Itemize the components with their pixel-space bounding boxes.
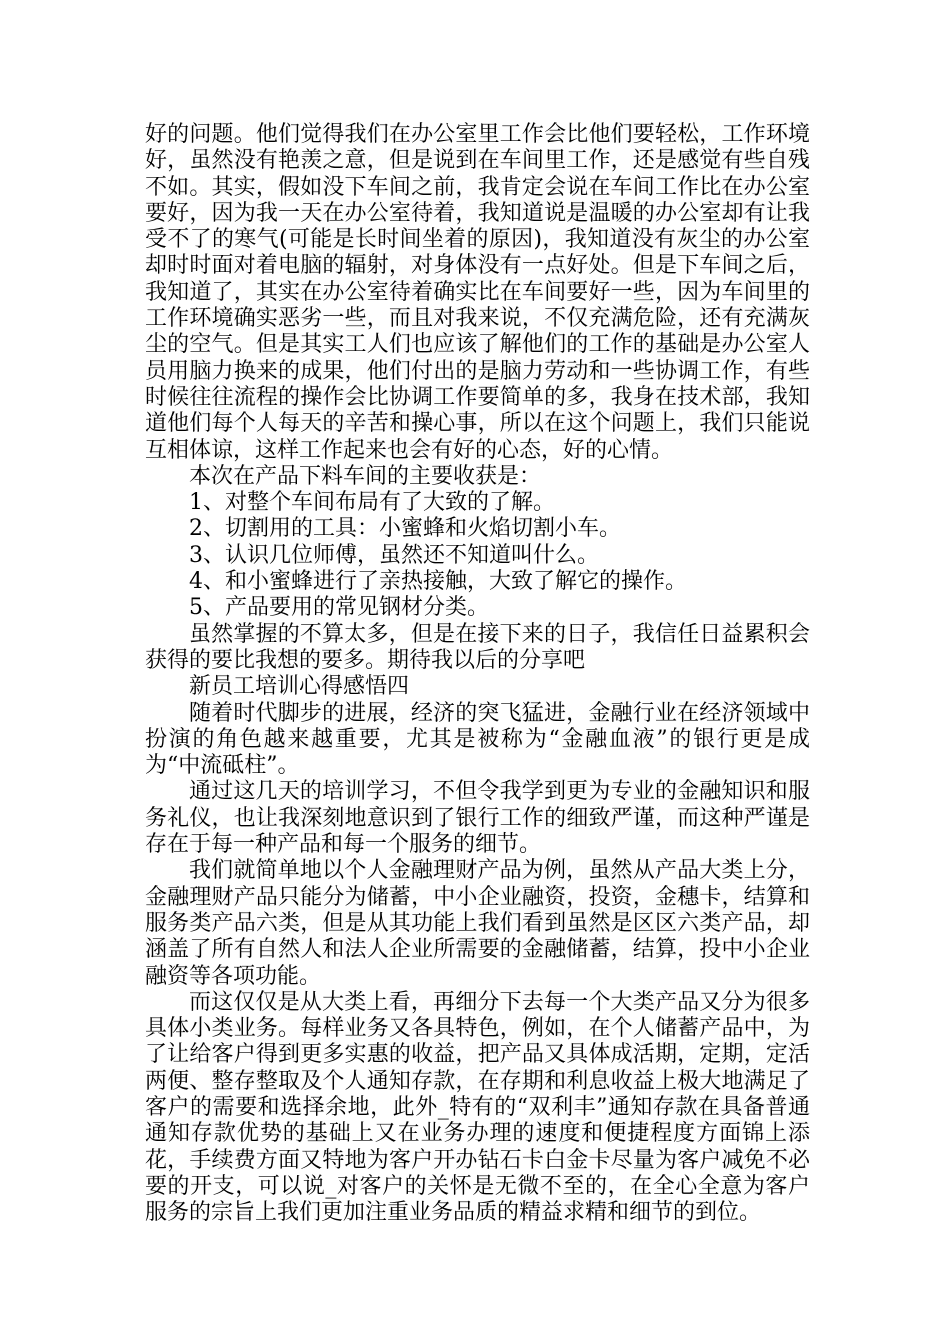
paragraph-details: 而这仅仅是从大类上看，再细分下去每一个大类产品又分为很多具体小类业务。每样业务又各具特色，例如，在个人储蓄产品中，为了让给客户得到更多实惠的收益，把产品又具体成活期，定期，定活两便、整存整取及个人通知存款，在存期和利息收益上极大地满足了客户的需要和选择余地，此外_特有的“双利丰”通知存款在具备普通通知存款优势的基础上又在业务办理的速度和便捷程度方面锦上添花，手续费方面又特地为客户开办钻石卡白金卡尽量为客户减免不必要的开支，可以说_对客户的关怀是无微不至的，在全心全意为客户服务的宗旨上我们更加注重业务品质的精益求精和细节的到位。 <box>145 989 810 1226</box>
list-item-4: 4、和小蜜蜂进行了亲热接触，大致了解它的操作。 <box>189 569 687 595</box>
paragraph-harvest-intro: 本次在产品下料车间的主要收获是： <box>189 463 542 489</box>
list-item-5: 5、产品要用的常见钢材分类。 <box>189 595 489 621</box>
section-heading: 新员工培训心得感悟四 <box>189 674 410 700</box>
paragraph-continued: 好的问题。他们觉得我们在办公室里工作会比他们要轻松，工作环境好，虽然没有艳羡之意，但是说到在车间里工作，还是感觉有些自残不如。其实，假如没下车间之前，我肯定会说在车间工作比在办公室要好，因为我一天在办公室待着，我知道说是温暖的办公室却有让我受不了的寒气(可能是长时间坐着的原因)，我知道没有灰尘的办公室却时时面对着电脑的辐射，对身体没有一点好处。但是下车间之后，我知道了，其实在办公室待着确实比在车间要好一些，因为车间里的工作环境确实恶劣一些，而且对我来说，不仅充满危险，还有充满灰尘的空气。但是其实工人们也应该了解他们的工作的基础是办公室人员用脑力换来的成果，他们付出的是脑力劳动和一些协调工作，有些时候往往流程的操作会比协调工作要简单的多，我身在技术部，我知道他们每个人每天的辛苦和操心事，所以在这个问题上，我们只能说互相体谅，这样工作起来也会有好的心态，好的心情。 <box>145 122 810 463</box>
list-item-3: 3、认识几位师傅，虽然还不知道叫什么。 <box>189 542 599 568</box>
paragraph-intro: 随着时代脚步的进展，经济的突飞猛进，金融行业在经济领域中扮演的角色越来越重要，尤其是被称为“金融血液”的银行更是成为“中流砥柱”。 <box>145 700 810 779</box>
document-body <box>145 122 810 1226</box>
paragraph-products: 我们就简单地以个人金融理财产品为例，虽然从产品大类上分，金融理财产品只能分为储蓄，中小企业融资，投资，金穗卡，结算和服务类产品六类，但是从其功能上我们看到虽然是区区六类产品，却涵盖了所有自然人和法人企业所需要的金融储蓄，结算，投中小企业融资等各项功能。 <box>145 858 810 989</box>
paragraph-training: 通过这几天的培训学习，不但令我学到更为专业的金融知识和服务礼仪，也让我深刻地意识到了银行工作的细致严谨，而这种严谨是存在于每一种产品和每一个服务的细节。 <box>145 779 810 858</box>
paragraph-conclusion: 虽然掌握的不算太多，但是在接下来的日子，我信任日益累积会获得的要比我想的要多。期待我以后的分享吧 <box>145 621 810 673</box>
list-item-1: 1、对整个车间布局有了大致的了解。 <box>189 490 555 516</box>
list-item-2: 2、切割用的工具：小蜜蜂和火焰切割小车。 <box>189 516 621 542</box>
